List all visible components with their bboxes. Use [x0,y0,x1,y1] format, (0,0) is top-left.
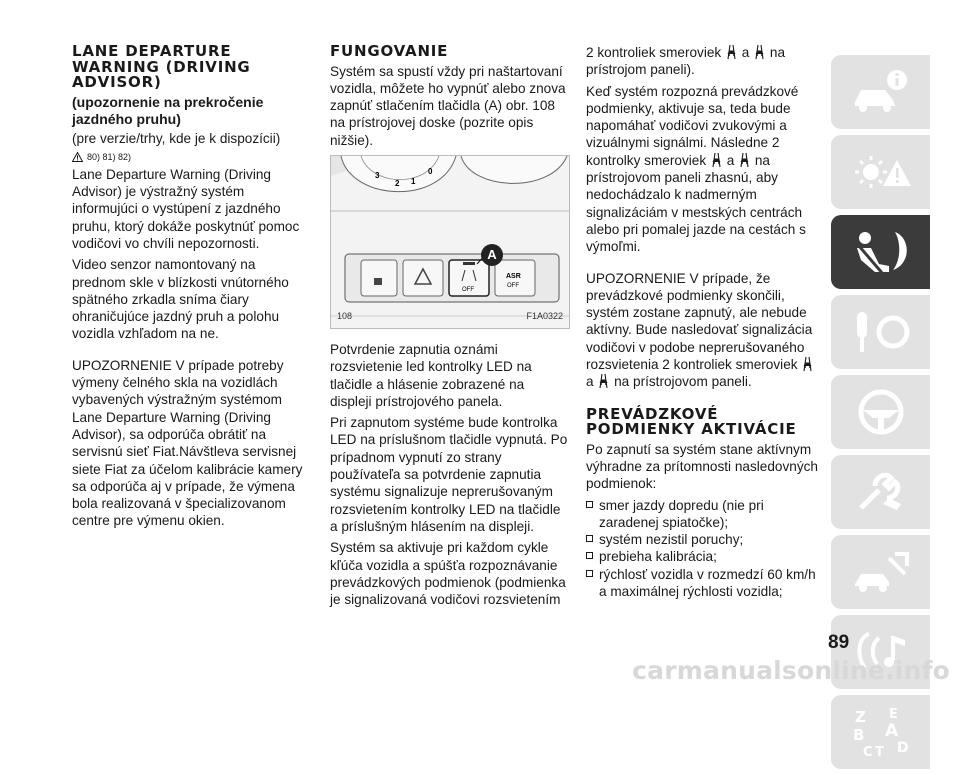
lane-warning-right-icon [753,44,766,60]
section-title-fungovanie: FUNGOVANIE [330,42,449,60]
section-title-conditions: PREVÁDZKOVÉ PODMIENKY AKTIVÁCIE [586,404,797,439]
asr-button-off-label: OFF [507,282,519,289]
text: na prístrojovom paneli zhasnú, aby nedochádzalo k nadmerným signalizáciám v mestských centrách alebo pri pomalej jazde na cestách s výmoľmi. [586,152,806,255]
paragraph-warning [586,270,818,391]
paragraph [586,83,818,256]
key-start-icon [849,304,913,360]
lane-button-label: OFF [462,286,474,293]
callout-a: A [481,244,503,266]
lane-warning-left-icon [725,44,738,60]
warning-lights-icon [849,144,913,200]
text: a [726,152,735,168]
watermark: carmanualsonline.info [632,656,950,685]
index-letter: T [874,745,884,760]
column-2 [330,44,568,612]
text: 2 kontroliek smeroviek [586,45,722,60]
section-title-lane-departure: LANE DEPARTURE WARNING (DRIVING ADVISOR) [72,42,251,91]
list-item: smer jazdy dopredu (nie pri zaradenej spiatočke); [586,497,818,532]
maintenance-icon [849,544,913,600]
lane-warning-right-icon [597,373,610,389]
tab-emergency[interactable] [831,455,930,529]
tab-starting[interactable] [831,295,930,369]
text: Keď systém rozpozná prevádzkové podmienky, aktivuje sa, teda bude napomáhať vodičovi zvukovými a vizuálnymi signálmi. Následne 2 kontrolky smeroviek [586,83,799,168]
list-item: systém nezistil poruchy; [586,531,818,548]
steering-wheel-icon [849,384,913,440]
warning-refs [72,151,310,163]
warning-refs-text: 80) 81) 82) [87,151,132,162]
emergency-tools-icon [849,464,913,520]
gauge-digit: 1 [411,176,416,186]
availability-note: (pre verzie/trhy, kde je k dispozícii) [72,130,281,146]
paragraph: Systém sa aktivuje pri každom cykle kľúča vozidla a spúšťa rozpoznávanie prevádzkových podmienok (podmienka je signalizovaná vodičovi rozsvietením [330,540,566,608]
gauge-digit: 2 [395,178,400,188]
paragraph [586,44,818,79]
figure-code: F1A0322 [526,310,563,321]
column-1 [72,44,310,534]
figure-number: 108 [337,310,353,321]
conditions-list [586,497,818,601]
tab-maintenance[interactable] [831,535,930,609]
page-number: 89 [828,632,850,653]
column-3 [586,44,818,600]
asr-button-label: ASR [506,272,521,280]
figure-108 [330,155,570,329]
text: na prístrojovom paneli. [614,374,752,390]
paragraph: Video senzor namontovaný na prednom skle v blízkosti vnútorného spätného zrkadla sníma čiary ohraničujúce jazdný pruh a polohu vozidla vzhľadom na ne. [72,257,289,342]
lane-warning-right-icon [738,152,751,168]
paragraph: Lane Departure Warning (Driving Advisor) je výstražný systém informujúci o vystúpení z jazdného pruhu, ktorý dokáže poskytnúť pomoc vodičovi vo chvíli nepozornosti. [72,166,300,251]
paragraph: Potvrdenie zapnutia oznámi rozsvietenie led kontrolky LED na tlačidle a hlásenie zobrazené na displeji prístrojového panela. [330,341,532,409]
text: na prístrojom paneli). [586,45,786,78]
list-item: rýchlosť vozidla v rozmedzí 60 km/h a maximálnej rýchlosti vozidla; [586,566,818,601]
index-letter: E [888,707,898,722]
text: a [586,374,594,390]
paragraph: Systém sa spustí vždy pri naštartovaní vozidla, môžete ho vypnúť alebo znova zapnúť stlačením tlačidla (A) obr. 108 na prístrojovej doske (pozrite opis nižšie). [330,63,566,148]
info-car-icon [849,64,913,120]
lane-warning-left-icon [710,152,723,168]
index-letter: C [862,745,873,760]
tab-safety[interactable] [831,215,930,289]
text: UPOZORNENIE V prípade, že prevádzkové podmienky skončili, systém zostane zapnutý, ale nebude aktívny. Bude nasledovať signalizácia vodičovi v podobe neprerušovaného rozsvietenia 2 kontroliek smeroviek [586,270,813,373]
tab-warning-lights[interactable] [831,135,930,209]
text: a [741,45,750,60]
paragraph-warning: UPOZORNENIE V prípade potreby výmeny čelného skla na vozidlách vybavených výstražným systémom Lane Departure Warning (Driving Advisor), sa odporúča obrátiť na servisnú sieť Fiat.Návštleva servisnej siete Fiat za účelom kalibrácie kamery sa odporúča aj v prípade, že výmena bola realizovaná v špecializovanom centre pre výmenu okien. [72,357,303,529]
tab-info[interactable] [831,55,930,129]
index-letter: D [896,740,909,756]
index-letter: A [884,721,898,741]
warning-triangle-icon [72,152,83,162]
gauge-digit: 3 [375,170,380,180]
paragraph: Pri zapnutom systéme bude kontrolka LED na príslušnom tlačidle vypnutá. Po prípadnom vypnutí zo strany používateľa sa potvrdenie zapnutia systému signalizuje neprerušovaným rozsvietením kontrolky LED na tlačidle a príslušným hlásením na displeji. [330,415,568,534]
paragraph: Po zapnutí sa systém stane aktívnym výhradne za prítomnosti nasledovných podmienok: [586,441,818,492]
tab-driving[interactable] [831,375,930,449]
safety-airbag-icon [849,224,913,280]
gauge-digit: 0 [428,166,433,176]
index-letter: B [852,726,864,744]
index-letter: Z [854,708,866,726]
section-subtitle: (upozornenie na prekročenie jazdného pruhu) [72,93,264,127]
tab-index[interactable] [831,695,930,769]
index-letters-icon [849,704,913,760]
lane-warning-left-icon [801,356,814,372]
list-item: prebieha kalibrácia; [586,548,818,565]
dashboard-controls-illustration [331,156,569,328]
